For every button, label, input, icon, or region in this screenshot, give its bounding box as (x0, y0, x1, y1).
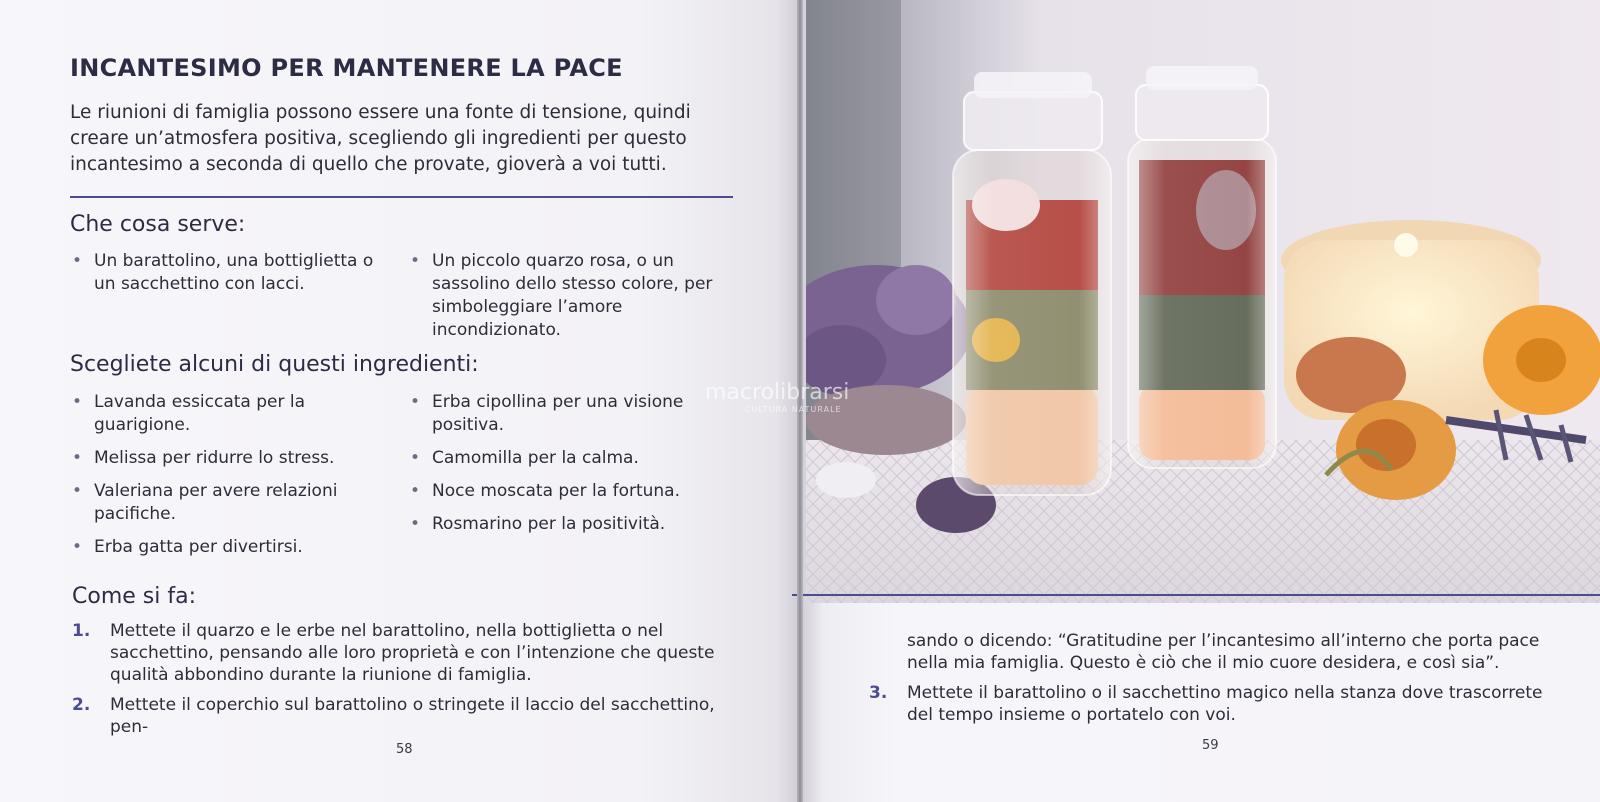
list-item: • Noce moscata per la fortuna. (408, 480, 718, 503)
ingredients-list-col2 (408, 391, 718, 546)
steps-list (72, 620, 738, 746)
list-item: • Un barattolino, una bottiglietta o un sacchettino con lacci. (70, 250, 400, 296)
watermark (705, 380, 849, 414)
step-number: 2. (72, 695, 91, 715)
ingredients-list-col1 (70, 391, 400, 569)
photo-jars-herbs (806, 0, 1600, 603)
photo-illustration (806, 0, 1600, 603)
list-item: • Un piccolo quarzo rosa, o un sassolino dello stesso colore, per simboleggiare l’amore incondizionato. (408, 250, 733, 342)
list-item: • Camomilla per la calma. (408, 447, 718, 470)
step-text: Mettete il coperchio sul barattolino o stringete il laccio del sacchettino, pen- (110, 695, 715, 737)
list-item: • Erba gatta per divertirsi. (70, 536, 400, 559)
need-list-col2 (408, 250, 733, 352)
list-item: • Lavanda essiccata per la guarigione. (70, 391, 400, 437)
page-number-left: 58 (396, 742, 413, 757)
section-heading-how: Come si fa: (72, 584, 196, 609)
list-item: • Erba cipollina per una visione positiva. (408, 391, 718, 437)
list-item: • Melissa per ridurre lo stress. (70, 447, 400, 470)
list-item: • Rosmarino per la positività. (408, 513, 718, 536)
section-heading-ingredients: Scegliete alcuni di questi ingredienti: (70, 352, 479, 377)
watermark-brand: macrolibrarsi (705, 380, 850, 405)
step-item (72, 620, 738, 686)
step-number: 3. (869, 683, 888, 703)
watermark-tagline: CULTURA NATURALE (745, 405, 842, 414)
step-text: Mettete il barattolino o il sacchettino magico nella stanza dove trascorrete del tempo insieme o portatelo con voi. (907, 683, 1543, 725)
step-item (72, 694, 738, 738)
step-item (869, 682, 1559, 726)
continuation-text: sando o dicendo: “Gratitudine per l’incantesimo all’interno che porta pace nella mia famiglia. Questo è ciò che il mio cuore desidera, e così sia”. (907, 631, 1540, 673)
step-text: Mettete il quarzo e le erbe nel barattolino, nella bottiglietta o nel sacchettino, pensando alle loro proprietà e con l’intenzione che queste qualità abbondino durante la riunione di famiglia. (110, 621, 715, 685)
photo-divider (792, 594, 1600, 596)
need-list-col1 (70, 250, 400, 306)
step-number: 1. (72, 621, 91, 641)
list-item: • Valeriana per avere relazioni pacifiche. (70, 480, 400, 526)
section-heading-need: Che cosa serve: (70, 212, 246, 237)
steps-list-right (869, 682, 1559, 734)
page-number-right: 59 (1202, 738, 1219, 753)
section-divider (70, 196, 733, 198)
intro-paragraph: Le riunioni di famiglia possono essere una fonte di tensione, quindi creare un’atmosfera positiva, scegliendo gli ingredienti per questo incantesimo a seconda di quello che provate, gioverà a voi tutti. (70, 102, 691, 175)
page-title: INCANTESIMO PER MANTENERE LA PACE (70, 54, 623, 82)
